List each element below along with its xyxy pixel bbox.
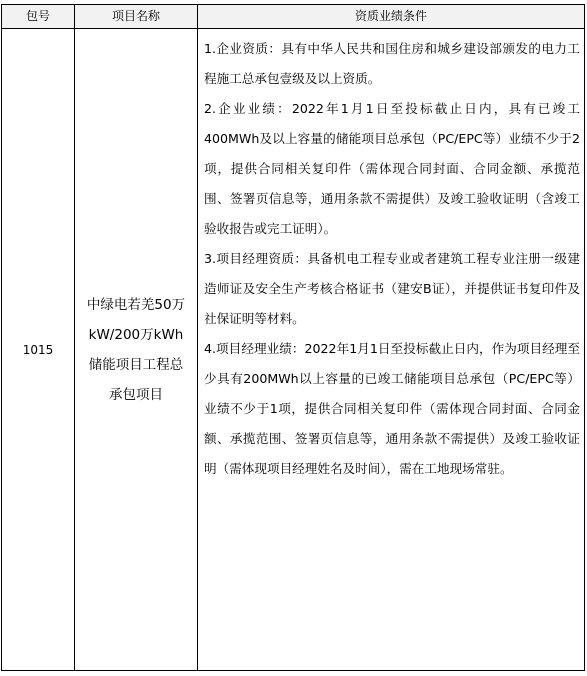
- package-number-cell: 1015: [22, 342, 54, 357]
- project-name-text: 中绿电若羌50万kW/200万kWh储能项目工程总承包项目: [86, 296, 186, 403]
- header-qualification-conditions: 资质业绩条件: [354, 9, 427, 23]
- table-header-row: [2, 5, 584, 29]
- qualification-table: [1, 4, 585, 671]
- qualification-conditions-cell: [204, 34, 580, 484]
- condition-item: 1.企业资质：具有中华人民共和国住房和城乡建设部颁发的电力工程施工总承包壹级及以上资质。: [204, 41, 580, 86]
- header-package-no: 包号: [25, 9, 50, 23]
- header-project-name: 项目名称: [111, 9, 160, 23]
- condition-item: 2.企业业绩：2022年1月1日至投标截止日内，具有已竣工400MWh及以上容量的储能项目总承包（PC/EPC等）业绩不少于2项，提供合同相关复印件（需体现合同封面、合同金额、承揽范围、签署页信息等，通用条款不需提供）及竣工验收证明（含竣工验收报告或完工证明）。: [204, 101, 580, 236]
- condition-item: 3.项目经理资质：具备机电工程专业或者建筑工程专业注册一级建造师证及安全生产考核合格证书（建安B证），并提供证书复印件及社保证明等材料。: [204, 251, 580, 326]
- project-name-cell: [75, 29, 197, 670]
- column-divider: [197, 5, 198, 670]
- condition-item: 4.项目经理业绩：2022年1月1日至投标截止日内，作为项目经理至少具有200MWh以上容量的已竣工储能项目总承包（PC/EPC等）业绩不少于1项，提供合同相关复印件（需体现合同封面、合同金额、承揽范围、签署页信息等，通用条款不需提供）及竣工验收证明（需体现项目经理姓名及时间），需在工地现场常驻。: [204, 341, 580, 476]
